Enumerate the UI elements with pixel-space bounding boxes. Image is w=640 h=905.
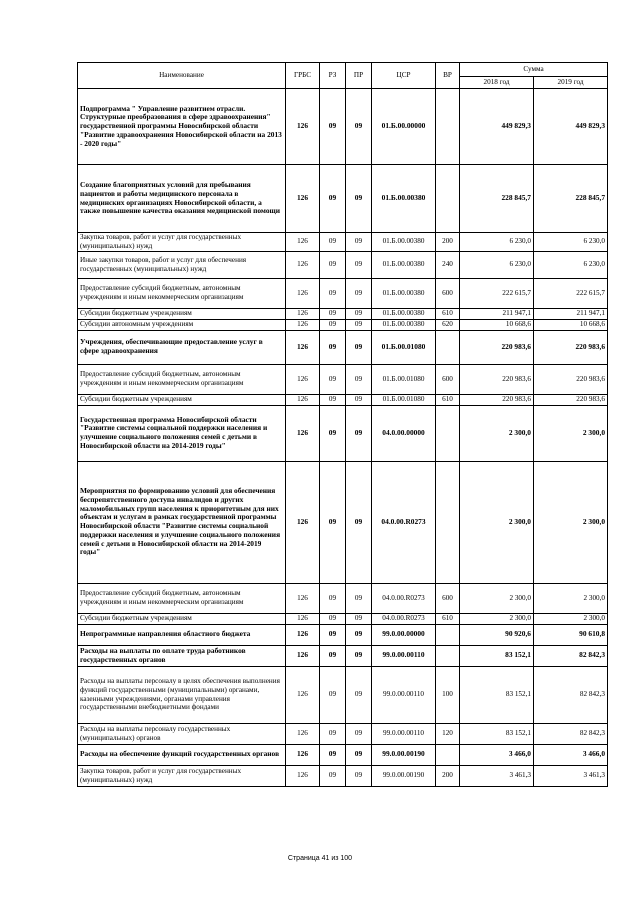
page-footer: Страница 41 из 100: [287, 855, 353, 862]
row-rz: 09: [320, 251, 346, 278]
table-row: [78, 765, 608, 786]
row-name: Создание благоприятных условий для пребывания пациентов и работы медицинского персонала в медицинских организациях Новосибирской области, а также повышение качества оказания медицинской помощи: [78, 165, 286, 233]
row-pr: 09: [346, 765, 372, 786]
budget-table: [77, 62, 608, 787]
row-csr: 01.Б.00.00380: [372, 251, 436, 278]
row-rz: 09: [320, 278, 346, 308]
table-row: [78, 330, 608, 364]
row-rz: 09: [320, 165, 346, 233]
row-sum-2019: 3 466,0: [534, 744, 608, 765]
row-vr: 120: [436, 723, 460, 744]
table-row: [78, 165, 608, 233]
row-sum-2018: 2 300,0: [460, 583, 534, 613]
row-csr: 04.0.00.00000: [372, 405, 436, 461]
row-rz: 09: [320, 765, 346, 786]
table-row: [78, 89, 608, 165]
row-vr: 200: [436, 765, 460, 786]
row-csr: 01.Б.00.01080: [372, 394, 436, 405]
row-vr: 620: [436, 319, 460, 330]
row-pr: 09: [346, 330, 372, 364]
col-header-name: Наименование: [78, 63, 286, 89]
row-grbs: 126: [286, 165, 320, 233]
row-pr: 09: [346, 744, 372, 765]
row-rz: 09: [320, 405, 346, 461]
row-grbs: 126: [286, 765, 320, 786]
row-vr: 100: [436, 666, 460, 723]
row-sum-2019: 82 842,3: [534, 723, 608, 744]
row-grbs: 126: [286, 330, 320, 364]
row-csr: 04.0.00.R0273: [372, 613, 436, 624]
row-rz: 09: [320, 461, 346, 583]
row-rz: 09: [320, 89, 346, 165]
row-pr: 09: [346, 251, 372, 278]
row-sum-2019: 2 300,0: [534, 405, 608, 461]
row-csr: 01.Б.00.00380: [372, 278, 436, 308]
col-header-grbs: ГРБС: [286, 63, 320, 89]
row-name: Расходы на обеспечение функций государственных органов: [78, 744, 286, 765]
row-grbs: 126: [286, 364, 320, 394]
table-row: [78, 666, 608, 723]
row-grbs: 126: [286, 405, 320, 461]
row-sum-2019: 2 300,0: [534, 461, 608, 583]
row-pr: 09: [346, 319, 372, 330]
row-sum-2018: 3 466,0: [460, 744, 534, 765]
row-name: Мероприятия по формированию условий для обеспечения беспрепятственного доступа инвалидов и других маломобильных групп населения к приоритетным для них объектам и услугам в рамках государственной программы Новосибирской области "Развитие системы социальной поддержки населения и улучшение социального положения семей с детьми в Новосибирской области на 2014-2019 годы": [78, 461, 286, 583]
table-row: [78, 394, 608, 405]
row-name: Предоставление субсидий бюджетным, автономным учреждениям и иным некоммерческим организациям: [78, 278, 286, 308]
table-row: [78, 744, 608, 765]
row-sum-2019: 211 947,1: [534, 308, 608, 319]
row-sum-2018: 83 152,1: [460, 666, 534, 723]
row-vr: 600: [436, 583, 460, 613]
row-name: Субсидии бюджетным учреждениям: [78, 613, 286, 624]
row-sum-2019: 82 842,3: [534, 645, 608, 666]
row-sum-2018: 220 983,6: [460, 364, 534, 394]
row-pr: 09: [346, 645, 372, 666]
row-pr: 09: [346, 308, 372, 319]
col-header-rz: РЗ: [320, 63, 346, 89]
row-name: Непрограммные направления областного бюджета: [78, 624, 286, 645]
row-rz: 09: [320, 744, 346, 765]
row-name: Иные закупки товаров, работ и услуг для обеспечения государственных (муниципальных) нужд: [78, 251, 286, 278]
row-csr: 01.Б.00.01080: [372, 330, 436, 364]
row-grbs: 126: [286, 645, 320, 666]
row-rz: 09: [320, 233, 346, 252]
row-rz: 09: [320, 308, 346, 319]
row-csr: 01.Б.00.01080: [372, 364, 436, 394]
row-vr: [436, 330, 460, 364]
col-header-sum: Сумма: [460, 63, 608, 77]
row-sum-2019: 2 300,0: [534, 583, 608, 613]
col-header-vr: ВР: [436, 63, 460, 89]
row-sum-2019: 222 615,7: [534, 278, 608, 308]
table-row: [78, 583, 608, 613]
row-sum-2018: 228 845,7: [460, 165, 534, 233]
row-name: Расходы на выплаты персоналу в целях обеспечения выполнения функций государственными (муниципальными) органами, казенными учреждениями, органами управления государственными внебюджетными фондами: [78, 666, 286, 723]
table-body: [78, 89, 608, 787]
row-name: Государственная программа Новосибирской области "Развитие системы социальной поддержки населения и улучшение социального положения семей с детьми в Новосибирской области на 2014-2019 годы": [78, 405, 286, 461]
row-csr: 01.Б.00.00380: [372, 165, 436, 233]
row-rz: 09: [320, 613, 346, 624]
row-name: Субсидии бюджетным учреждениям: [78, 394, 286, 405]
row-grbs: 126: [286, 308, 320, 319]
row-sum-2019: 220 983,6: [534, 394, 608, 405]
row-pr: 09: [346, 461, 372, 583]
row-sum-2018: 90 920,6: [460, 624, 534, 645]
row-rz: 09: [320, 723, 346, 744]
row-grbs: 126: [286, 583, 320, 613]
row-pr: 09: [346, 624, 372, 645]
row-vr: [436, 461, 460, 583]
row-pr: 09: [346, 233, 372, 252]
row-name: Расходы на выплаты персоналу государственных (муниципальных) органов: [78, 723, 286, 744]
row-vr: 200: [436, 233, 460, 252]
row-rz: 09: [320, 583, 346, 613]
table-row: [78, 645, 608, 666]
row-csr: 01.Б.00.00380: [372, 308, 436, 319]
row-rz: 09: [320, 666, 346, 723]
row-csr: 99.0.00.00190: [372, 744, 436, 765]
table-row: [78, 624, 608, 645]
row-vr: [436, 744, 460, 765]
row-vr: 610: [436, 613, 460, 624]
row-rz: 09: [320, 645, 346, 666]
row-grbs: 126: [286, 666, 320, 723]
row-sum-2018: 3 461,3: [460, 765, 534, 786]
row-csr: 99.0.00.00110: [372, 666, 436, 723]
row-rz: 09: [320, 624, 346, 645]
row-vr: 610: [436, 394, 460, 405]
row-name: Субсидии бюджетным учреждениям: [78, 308, 286, 319]
row-pr: 09: [346, 613, 372, 624]
row-sum-2018: 6 230,0: [460, 233, 534, 252]
row-csr: 99.0.00.00110: [372, 723, 436, 744]
row-pr: 09: [346, 278, 372, 308]
row-name: Закупка товаров, работ и услуг для государственных (муниципальных) нужд: [78, 233, 286, 252]
row-sum-2018: 83 152,1: [460, 723, 534, 744]
row-pr: 09: [346, 89, 372, 165]
row-name: Субсидии автономным учреждениям: [78, 319, 286, 330]
row-sum-2018: 220 983,6: [460, 330, 534, 364]
row-grbs: 126: [286, 233, 320, 252]
row-vr: [436, 165, 460, 233]
row-sum-2018: 2 300,0: [460, 405, 534, 461]
col-header-2019: 2019 год: [534, 77, 608, 89]
row-pr: 09: [346, 405, 372, 461]
row-vr: 600: [436, 364, 460, 394]
row-vr: [436, 405, 460, 461]
row-vr: 240: [436, 251, 460, 278]
row-csr: 04.0.00.R0273: [372, 583, 436, 613]
row-sum-2018: 2 300,0: [460, 613, 534, 624]
row-grbs: 126: [286, 89, 320, 165]
row-grbs: 126: [286, 744, 320, 765]
table-row: [78, 319, 608, 330]
row-name: Расходы на выплаты по оплате труда работников государственных органов: [78, 645, 286, 666]
row-grbs: 126: [286, 251, 320, 278]
row-rz: 09: [320, 319, 346, 330]
row-name: Учреждения, обеспечивающие предоставление услуг в сфере здравоохранения: [78, 330, 286, 364]
row-sum-2019: 90 610,8: [534, 624, 608, 645]
row-rz: 09: [320, 394, 346, 405]
row-sum-2019: 449 829,3: [534, 89, 608, 165]
table-row: [78, 278, 608, 308]
table-row: [78, 308, 608, 319]
row-csr: 01.Б.00.00380: [372, 319, 436, 330]
table-row: [78, 405, 608, 461]
col-header-pr: ПР: [346, 63, 372, 89]
row-csr: 99.0.00.00110: [372, 645, 436, 666]
row-sum-2019: 6 230,0: [534, 233, 608, 252]
table-row: [78, 461, 608, 583]
row-sum-2019: 10 668,6: [534, 319, 608, 330]
table-row: [78, 613, 608, 624]
row-sum-2018: 2 300,0: [460, 461, 534, 583]
table-row: [78, 233, 608, 252]
row-pr: 09: [346, 165, 372, 233]
row-grbs: 126: [286, 278, 320, 308]
row-grbs: 126: [286, 613, 320, 624]
row-grbs: 126: [286, 319, 320, 330]
row-grbs: 126: [286, 624, 320, 645]
col-header-csr: ЦСР: [372, 63, 436, 89]
row-rz: 09: [320, 364, 346, 394]
row-name: Закупка товаров, работ и услуг для государственных (муниципальных) нужд: [78, 765, 286, 786]
row-sum-2018: 10 668,6: [460, 319, 534, 330]
row-sum-2018: 449 829,3: [460, 89, 534, 165]
row-csr: 04.0.00.R0273: [372, 461, 436, 583]
table-row: [78, 364, 608, 394]
row-sum-2019: 82 842,3: [534, 666, 608, 723]
table-row: [78, 723, 608, 744]
row-vr: 600: [436, 278, 460, 308]
row-name: Предоставление субсидий бюджетным, автономным учреждениям и иным некоммерческим организациям: [78, 583, 286, 613]
row-sum-2018: 6 230,0: [460, 251, 534, 278]
row-sum-2019: 228 845,7: [534, 165, 608, 233]
row-sum-2018: 220 983,6: [460, 394, 534, 405]
row-csr: 99.0.00.00000: [372, 624, 436, 645]
row-csr: 01.Б.00.00000: [372, 89, 436, 165]
row-sum-2019: 3 461,3: [534, 765, 608, 786]
row-pr: 09: [346, 666, 372, 723]
row-sum-2019: 220 983,6: [534, 330, 608, 364]
row-csr: 01.Б.00.00380: [372, 233, 436, 252]
row-vr: [436, 645, 460, 666]
col-header-2018: 2018 год: [460, 77, 534, 89]
row-pr: 09: [346, 723, 372, 744]
row-sum-2019: 6 230,0: [534, 251, 608, 278]
row-vr: [436, 624, 460, 645]
row-sum-2019: 2 300,0: [534, 613, 608, 624]
row-pr: 09: [346, 394, 372, 405]
row-sum-2019: 220 983,6: [534, 364, 608, 394]
row-rz: 09: [320, 330, 346, 364]
table-row: [78, 251, 608, 278]
row-grbs: 126: [286, 461, 320, 583]
row-grbs: 126: [286, 394, 320, 405]
row-pr: 09: [346, 583, 372, 613]
row-sum-2018: 222 615,7: [460, 278, 534, 308]
row-grbs: 126: [286, 723, 320, 744]
row-name: Предоставление субсидий бюджетным, автономным учреждениям и иным некоммерческим организациям: [78, 364, 286, 394]
row-name: Подпрограмма " Управление развитием отрасли. Структурные преобразования в сфере здравоохранения" государственной программы Новосибирской области "Развитие здравоохранения Новосибирской области на 2013 - 2020 годы": [78, 89, 286, 165]
row-sum-2018: 83 152,1: [460, 645, 534, 666]
row-sum-2018: 211 947,1: [460, 308, 534, 319]
row-vr: 610: [436, 308, 460, 319]
row-vr: [436, 89, 460, 165]
row-pr: 09: [346, 364, 372, 394]
row-csr: 99.0.00.00190: [372, 765, 436, 786]
